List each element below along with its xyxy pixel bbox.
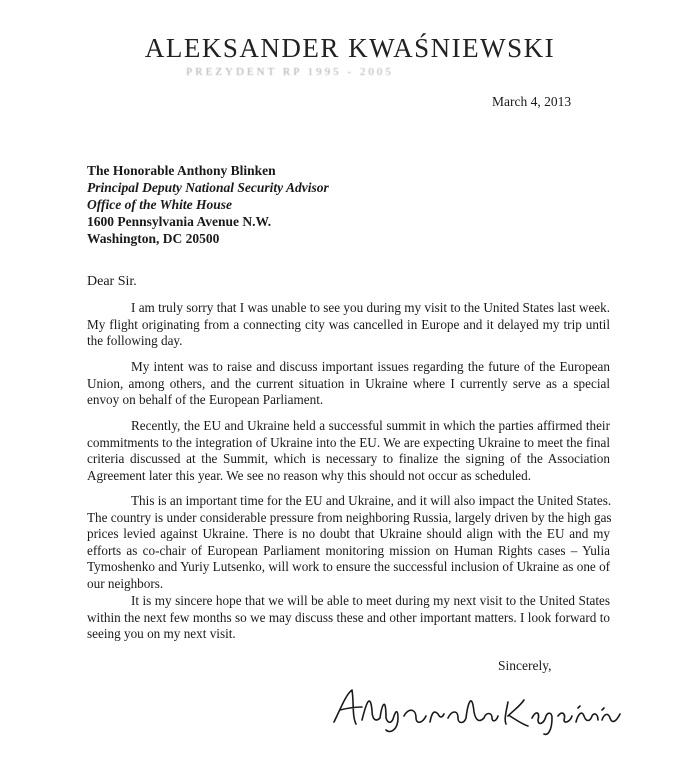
closing: Sincerely, <box>498 658 552 673</box>
paragraph-line: Tymoshenko and Yuriy Lutsenko, will work to ensure the successful inclusion of Ukraine as one of <box>87 559 611 574</box>
paragraph-line: My flight originating from a connecting city was cancelled in Europe and it delayed my trip until <box>87 316 610 332</box>
paragraph-3 <box>87 418 610 484</box>
paragraph-5 <box>87 593 610 643</box>
paragraph-line: efforts as co-chair of European Parliament monitoring mission on Human Rights cases – Yulia <box>87 542 610 558</box>
paragraph-line: our neighbors. <box>87 575 164 591</box>
paragraph-line: the following day. <box>87 333 183 348</box>
paragraph-line: I am truly sorry that I was unable to see you during my visit to the United States last week. <box>131 300 611 315</box>
recipient-address <box>87 162 329 247</box>
paragraph-line: within the next few months so we may discuss these and other important matters. I look forward to <box>87 609 610 625</box>
letterhead-name: ALEKSANDER KWAŚNIEWSKI <box>144 33 556 63</box>
signature-image <box>326 680 626 736</box>
paragraph-4 <box>87 493 610 592</box>
paragraph-line: My intent was to raise and discuss important issues regarding the future of the European <box>131 359 610 374</box>
recipient-name: The Honorable Anthony Blinken <box>87 163 276 178</box>
recipient-street: 1600 Pennsylvania Avenue N.W. <box>87 214 272 229</box>
paragraph-1 <box>87 300 610 350</box>
paragraph-2 <box>87 359 610 409</box>
paragraph-line: Recently, the EU and Ukraine held a successful summit in which the parties affirmed their <box>131 418 610 433</box>
recipient-city: Washington, DC 20500 <box>87 231 220 246</box>
paragraph-line: commitments to the integration of Ukraine into the EU. We are expecting Ukraine to meet the final <box>87 434 610 450</box>
paragraph-line: criteria discussed at the Summit, which is necessary to finalize the signing of the Association <box>87 451 610 466</box>
paragraph-line: It is my sincere hope that we will be able to meet during my next visit to the United States <box>131 593 610 608</box>
salutation: Dear Sir. <box>87 274 137 289</box>
paragraph-line: Agreement later this year. We see no reason why this should not occur as scheduled. <box>87 467 532 483</box>
paragraph-line: The country is under considerable pressure from neighboring Russia, largely driven by the high gas <box>87 509 612 525</box>
letterhead-subtitle: PREZYDENT RP 1995 - 2005 <box>186 66 394 77</box>
paragraph-line: Union, among others, and the current situation in Ukraine where I currently serve as a special <box>87 375 610 391</box>
paragraph-line: envoy on behalf of the European Parliament. <box>87 392 324 407</box>
letter-date: March 4, 2013 <box>492 94 572 109</box>
paragraph-line: prices levied against Ukraine. There is no doubt that Ukraine should align with the EU and my <box>87 526 610 541</box>
paragraph-line: This is an important time for the EU and Ukraine, and it will also impact the United States. <box>131 493 612 508</box>
recipient-title: Principal Deputy National Security Advisor <box>87 180 329 195</box>
paragraph-line: seeing you on my next visit. <box>87 626 236 641</box>
recipient-office: Office of the White House <box>87 197 232 212</box>
